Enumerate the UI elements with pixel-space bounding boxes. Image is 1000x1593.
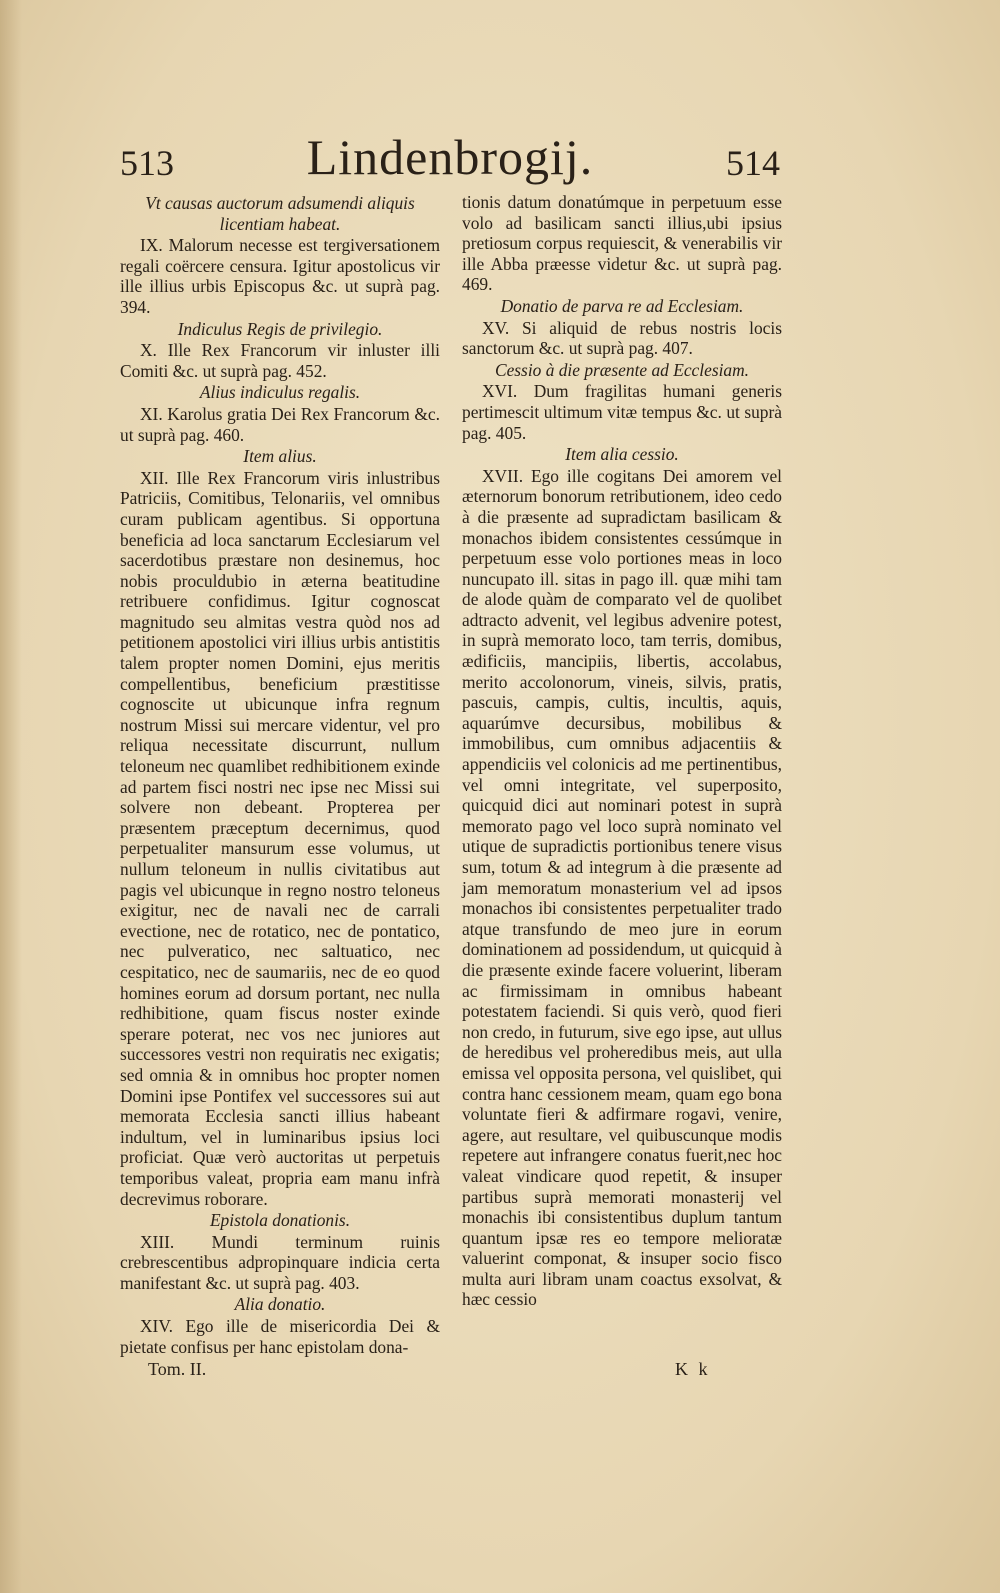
paragraph: XI. Karolus gratia Dei Rex Francorum &c. ut suprà pag. 460. — [120, 403, 440, 445]
page-gutter-shadow — [0, 0, 22, 1593]
page-number-left: 513 — [120, 143, 174, 183]
section-heading: Alia donatio. — [234, 1294, 326, 1315]
section-heading: Donatio de parva re ad Ecclesiam. — [500, 295, 744, 316]
paragraph-continued: tionis datum donatúmque in perpetuum esse volo ad basilicam sancti illius,ubi ipsius pretiosum corpus requiescit, & venerabilis vir ille Abba præesse videtur &c. ut suprà pag. 469. — [462, 192, 782, 295]
paragraph: XV. Si aliquid de rebus nostris locis sanctorum &c. ut suprà pag. 407. — [462, 317, 782, 359]
running-title: Lindenbrogij. — [306, 129, 594, 185]
section-heading: Alius indiculus regalis. — [199, 382, 361, 403]
section-heading: Item alius. — [243, 446, 317, 467]
running-head — [120, 128, 780, 188]
paragraph: XIV. Ego ille de misericordia Dei & pietate confisus per hanc epistolam dona- — [120, 1316, 440, 1357]
paragraph: X. Ille Rex Francorum vir inluster illi Comiti &c. ut suprà pag. 452. — [120, 340, 440, 381]
page-number-right: 514 — [726, 143, 780, 183]
right-column — [462, 192, 782, 1310]
paragraph: IX. Malorum necesse est tergiversationem regali coërcere censura. Igitur apostolicus vir ille illius urbis Episcopus &c. ut suprà pag. 394. — [120, 235, 440, 317]
section-heading: Indiculus Regis de privilegio. — [177, 318, 383, 339]
page-footer — [120, 1359, 780, 1383]
paragraph: XII. Ille Rex Francorum viris inlustribus Patriciis, Comitibus, Telonariis, vel omnibus curam publicam agentibus. Si opportuna beneficia ad loca sanctarum Ecclesiarum vel sacerdotibus præstare non desinemus, hoc nobis proculdubio in æterna beatitudine retribuere confidimus. Igitur cognoscat magnitudo seu almitas vestra quòd nos ad petitionem apostolici viri illius urbis antistitis talem propter nomen Domini, ejus meritis compellentibus, beneficium præstitisse cognoscite ut ubicunque infra regnum nostrum Missi sui mercare videntur, vel pro reliqua necessitate discurrunt, nullum teloneum nec quamlibet redhibitionem exinde ad partem fisci nostri nec ipse nec Missi sui solvere non debeant. Propterea per præsentem præceptum decernimus, quod perpetualiter mansurum esse volumus, ut nullum teloneum in nullis civitatibus aut pagis vel ubicunque in regno nostro teloneus exigitur, nec de navali nec de carrali evectione, nec de rotatico, nec de pontatico, nec pulveratico, nec saltuatico, nec cespitatico, nec de saumariis, nec de eo quod homines eorum ad dorsum portant, nec nulla redhibitione, quam fiscus noster exinde sperare poterat, nec vos nec juniores aut successores vestri non requiratis nec exigatis; sed omnia & in omnibus hoc propter nomen Domini ipse Pontifex vel successores sui aut memorata Ecclesia sancti illius habeant indultum, vel in luminaribus ipsius loci proficiat. Quæ verò auctoritas ut perpetuis temporibus valeat, propria eam manu infrà decrevimus roborare. — [120, 467, 440, 1209]
paragraph: XIII. Mundi terminum ruinis crebrescentibus adpropinquare indicia certa manifestant &c. ut suprà pag. 403. — [120, 1231, 440, 1293]
left-column — [120, 192, 440, 1357]
section-heading: Item alia cessio. — [565, 444, 679, 465]
section-heading: Vt causas auctorum adsumendi aliquis licentiam habeat. — [145, 193, 415, 234]
paragraph: XVI. Dum fragilitas humani generis pertimescit ultimum vitæ tempus &c. ut suprà pag. 405. — [462, 381, 782, 443]
signature-mark: K k — [675, 1359, 711, 1379]
section-heading: Epistola donationis. — [209, 1210, 351, 1231]
volume-label: Tom. II. — [148, 1359, 207, 1379]
section-heading: Cessio à die præsente ad Ecclesiam. — [494, 359, 750, 380]
paragraph: XVII. Ego ille cogitans Dei amorem vel æternorum bonorum retributionem, ideo cedo à die præsente ad supradictam basilicam & monachos ibidem consistentes cessúmque in perpetuum esse volo portiones meas in loco nuncupato ill. sitas in pago ill. quæ mihi tam de alode quàm de comparato vel de quolibet adtracto advenit, vel legibus advenire potest, in suprà memorato loco, tam terris, domibus, ædificiis, mancipiis, libertis, accolabus, merito accolonorum, vineis, silvis, pratis, pascuis, campis, cultis, incultis, aquis, aquarúmve decursibus, mobilibus & immobilibus, cum omnibus adjacentiis & appendiciis vel colonicis ad me pertinentibus, vel omni integritate, vel superposito, quicquid dici aut nominari potest in suprà memorato pago vel loco suprà nominato vel utique de supradictis portionibus tenere visus sum, totum & ad integrum à die præsente ad jam memoratum monasterium vel ad ipsos monachos ibi consistentes perpetualiter trado atque transfundo de meo jure in eorum dominationem ad possidendum, ut quicquid à die præsente exinde facere voluerint, liberam ac firmissimam in omnibus habeant potestatem faciendi. Si quis verò, quod fieri non credo, in futurum, sive ego ipse, aut ullus de heredibus vel proheredibus meis, aut ulla emissa vel opposita persona, vel quislibet, qui contra hanc cessionem meam, quam ego bona voluntate fieri & adfirmare rogavi, venire, agere, aut resultare, vel quibuscunque modis repetere aut infrangere conatus fuerit,nec hoc valeat vindicare quod repetit, & insuper partibus suprà memorati monasterij vel monachis ibi consistentibus duplum tantum quantum ipsæ res eo tempore melioratæ valuerint componat, & insuper socio fisco multa auri libram unam coactus exsolvat, & hæc cessio — [462, 465, 782, 1310]
